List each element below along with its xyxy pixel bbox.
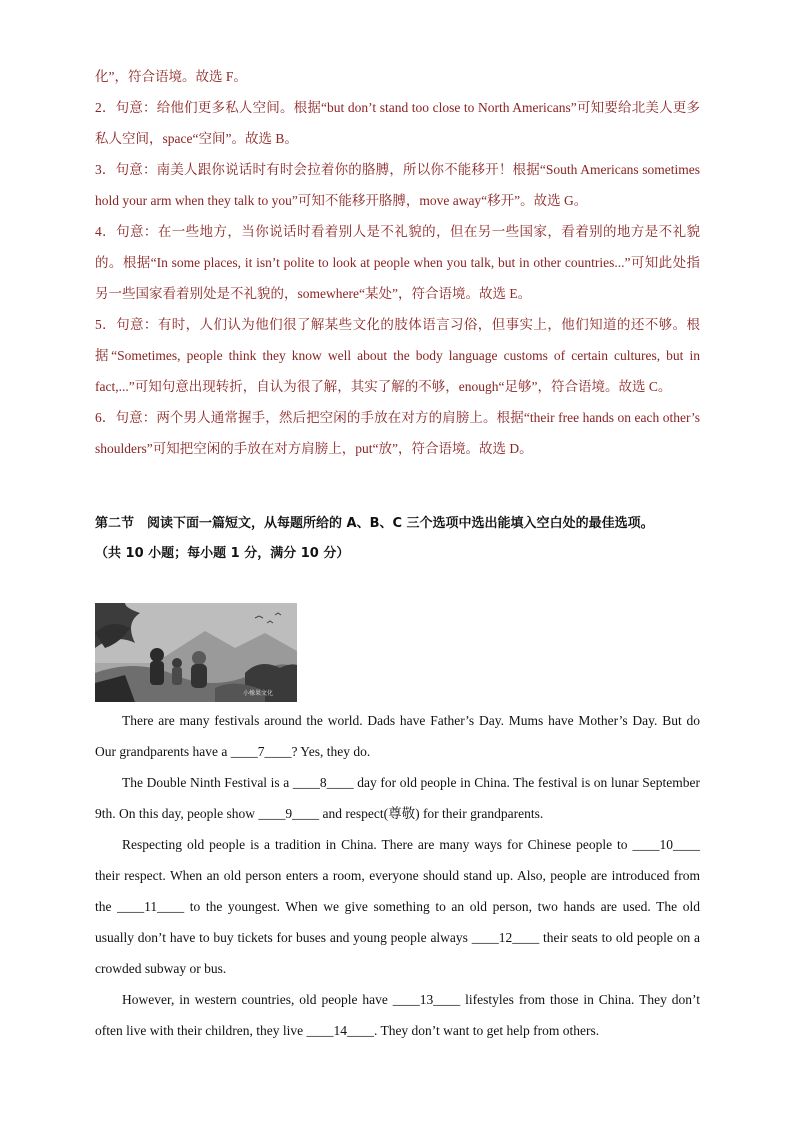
- passage-illustration: [95, 603, 297, 702]
- reading-passage: [95, 705, 700, 1046]
- passage-paragraph-3: Respecting old people is a tradition in China. There are many ways for Chinese people to ____10____ their respect. When an old person enters a room, everyone should stand up. Also, people are introduced from the ____11____ to the youngest. When we give something to an old person, two hands are used. The old usually don’t have to buy tickets for buses and young people always ____12____ their seats to old people on a crowded subway or bus.: [95, 837, 700, 976]
- answer-explanations: [95, 61, 700, 464]
- explanation-4: 4．句意：在一些地方，当你说话时看着别人是不礼貌的，但在另一些国家，看着别的地方是不礼貌的。根据“In some places, it isn’t polite to look at people when you talk, but in other countries...”可知此处指另一些国家看着别处是不礼貌的，somewhere“某处”，符合语境。故选 E。: [95, 224, 700, 301]
- explanation-6: 6．句意：两个男人通常握手，然后把空闲的手放在对方的肩膀上。根据“their free hands on each other’s shoulders”可知把空闲的手放在对方肩膀上，put“放”，符合语境。故选 D。: [95, 410, 700, 456]
- explanation-2: 2．句意：给他们更多私人空间。根据“but don’t stand too close to North Americans”可知要给北美人更多私人空间，space“空间”。故选 B。: [95, 100, 700, 146]
- passage-paragraph-1: There are many festivals around the world. Dads have Father’s Day. Mums have Mother’s Day. But do Our grandparents have a ____7____? Yes, they do.: [95, 713, 700, 759]
- section-scoring: （共 10 小题；每小题 1 分，满分 10 分）: [95, 546, 350, 561]
- section-instruction: 第二节 阅读下面一篇短文，从每题所给的 A、B、C 三个选项中选出能填入空白处的最佳选项。: [95, 516, 654, 531]
- illustration-watermark: 小橡果文化: [242, 690, 273, 697]
- passage-paragraph-4: However, in western countries, old people have ____13____ lifestyles from those in China. They don’t often live with their children, they live ____14____. They don’t want to get help from others.: [95, 992, 700, 1038]
- explanation-3: 3．句意：南美人跟你说话时有时会拉着你的胳膊，所以你不能移开！根据“South Americans sometimes hold your arm when they talk to you”可知不能移开胳膊，move away“移开”。故选 G。: [95, 162, 700, 208]
- explanation-1-end: 化”，符合语境。故选 F。: [95, 69, 247, 84]
- passage-paragraph-2: The Double Ninth Festival is a ____8____ day for old people in China. The festival is on lunar September 9th. On this day, people show ____9____ and respect(尊敬) for their grandparents.: [95, 775, 700, 821]
- section-heading: [95, 509, 710, 569]
- explanation-5: 5．句意：有时，人们认为他们很了解某些文化的肢体语言习俗，但事实上，他们知道的还不够。根据“Sometimes, people think they know well about the body language customs of certain cultures, but in fact,...”可知句意出现转折，自认为很了解，其实了解的不够，enough“足够”，符合语境。故选 C。: [95, 317, 700, 394]
